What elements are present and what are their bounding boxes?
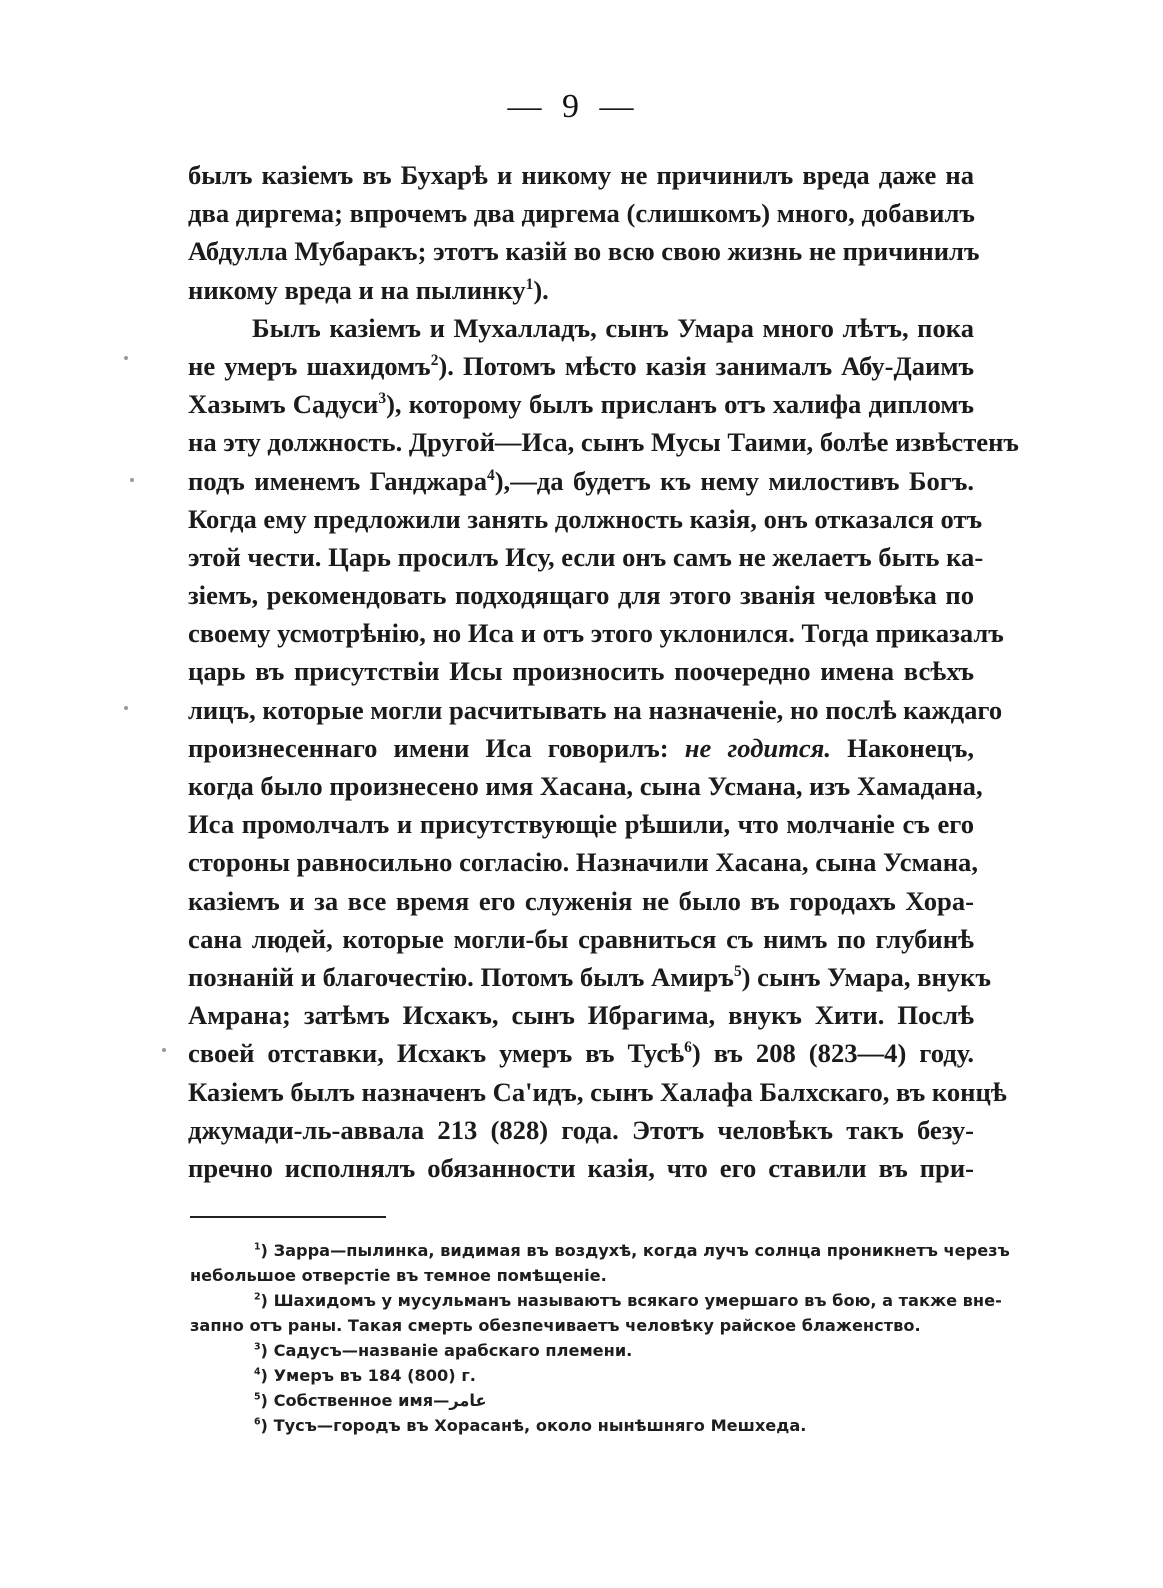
footnote-ref[interactable]: 1 <box>525 275 534 293</box>
footnote-line: небольшое отверстіе въ темное помѣщеніе. <box>190 1266 607 1285</box>
arabic-name: عامر <box>449 1391 487 1410</box>
footnote-mark: 2 <box>254 1291 261 1303</box>
footnote-mark: 3 <box>254 1341 261 1353</box>
text-line: былъ казіемъ въ Бухарѣ и никому не причинилъ вреда даже на <box>188 160 974 190</box>
text-line: царь въ присутствіи Исы произносить поочередно имена всѣхъ <box>188 656 974 687</box>
text-line: Казіемъ былъ назначенъ Са'идъ, сынъ Халафа Балхскаго, въ концѣ <box>188 1076 1007 1107</box>
text-line: никому вреда и на пылинку$^1$). <box>188 274 549 305</box>
text-line: стороны равносильно согласію. Назначили Хасана, сына Усмана, <box>188 847 978 878</box>
text-line: Абдулла Мубаракъ; этотъ казій во всю свою жизнь не причинилъ <box>188 236 980 267</box>
paragraph-start-line: Былъ казіемъ и Мухалладъ, сынъ Умара много лѣтъ, пока <box>252 312 974 343</box>
text-line: на эту должность. Другой—Иса, сынъ Мусы Таими, болѣе извѣстенъ <box>188 427 1019 458</box>
footnote-ref[interactable]: 4 <box>487 466 495 484</box>
footnote-line: $^1$) Зарра—пылинка, видимая въ воздухѣ, когда лучъ солнца проникнетъ черезъ <box>254 1241 1010 1260</box>
scan-speck <box>124 356 128 360</box>
text-line: Иса промолчалъ и присутствующіе рѣшили, что молчаніе съ его <box>188 809 974 840</box>
text-line: зіемъ, рекомендовать подходящаго для этого званія человѣка по <box>188 580 974 611</box>
footnote-line: $^6$) Тусъ—городъ въ Хорасанѣ, около нынѣшняго Мешхеда. <box>254 1416 807 1435</box>
italic-quote: не годится. <box>684 732 832 763</box>
text-line: не умеръ шахидомъ$^2$). Потомъ мѣсто казія занималъ Абу-Даимъ <box>188 350 974 381</box>
text-line: Когда ему предложили занять должность казія, онъ отказался отъ <box>188 503 983 534</box>
footnote-line: запно отъ раны. Такая смерть обезпечиваетъ человѣку райское блаженство. <box>190 1316 921 1335</box>
text-line: Амрана; затѣмъ Исхакъ, сынъ Ибрагима, внукъ Хити. Послѣ <box>188 1000 974 1031</box>
scan-speck <box>162 1048 166 1052</box>
footnote-ref[interactable]: 2 <box>430 352 439 370</box>
text-line: своему усмотрѣнію, но Иса и отъ этого уклонился. Тогда приказалъ <box>188 618 1004 649</box>
scan-speck <box>124 706 128 710</box>
text-line: казіемъ и за все время его служенія не было въ городахъ Хора- <box>188 885 974 916</box>
text-line: когда было произнесено имя Хасана, сына Усмана, изъ Хамадана, <box>188 771 983 801</box>
text-line: Хазымъ Садуси$^3$), которому былъ присланъ отъ халифа дипломъ <box>188 389 974 420</box>
footnote-separator <box>190 1216 386 1218</box>
footnote-ref[interactable]: 3 <box>378 390 387 408</box>
footnote-ref[interactable]: 6 <box>684 1039 692 1057</box>
footnote-line: $^5$) Собственное имя—عامر <box>254 1391 487 1410</box>
footnote-mark: 1 <box>254 1241 261 1253</box>
text-line: произнесеннаго имени Иса говорилъ: не годится. Наконецъ, <box>188 732 974 763</box>
footnote-mark: 5 <box>254 1391 261 1403</box>
footnote-line: $^2$) Шахидомъ у мусульманъ называютъ всякаго умершаго въ бою, а также вне- <box>254 1291 1002 1310</box>
text-line: два диргема; впрочемъ два диргема (слишкомъ) много, добавилъ <box>188 198 975 229</box>
footnotes <box>190 1238 1010 1438</box>
footnote-mark: 4 <box>254 1366 261 1378</box>
text-line: пречно исполнялъ обязанности казія, что его ставили въ при- <box>188 1152 974 1183</box>
text-line: своей отставки, Исхакъ умеръ въ Тусѣ$^6$) въ 208 (823—4) году. <box>188 1038 974 1069</box>
text-line: подъ именемъ Ганджара$^4$),—да будетъ къ нему милостивъ Богъ. <box>188 465 974 496</box>
footnote-line: $^4$) Умеръ въ 184 (800) г. <box>254 1366 476 1385</box>
footnote-mark: 6 <box>254 1416 261 1428</box>
text-line: джумади-ль-аввала 213 (828) года. Этотъ человѣкъ такъ безу- <box>188 1114 974 1145</box>
main-text <box>188 156 1019 1187</box>
scan-speck <box>130 478 134 482</box>
text-line: этой чести. Царь просилъ Ису, если онъ самъ не желаетъ быть ка- <box>188 541 984 572</box>
text-line: познаній и благочестію. Потомъ былъ Амиръ$^5$) сынъ Умара, внукъ <box>188 961 991 992</box>
footnote-line: $^3$) Садусъ—названіе арабскаго племени. <box>254 1341 633 1360</box>
page-number: — 9 — <box>507 88 640 125</box>
text-line: лицъ, которые могли расчитывать на назначеніе, но послѣ каждаго <box>188 694 1003 725</box>
footnote-ref[interactable]: 5 <box>733 963 742 981</box>
text-line: сана людей, которые могли-бы сравниться съ нимъ по глубинѣ <box>188 923 974 954</box>
